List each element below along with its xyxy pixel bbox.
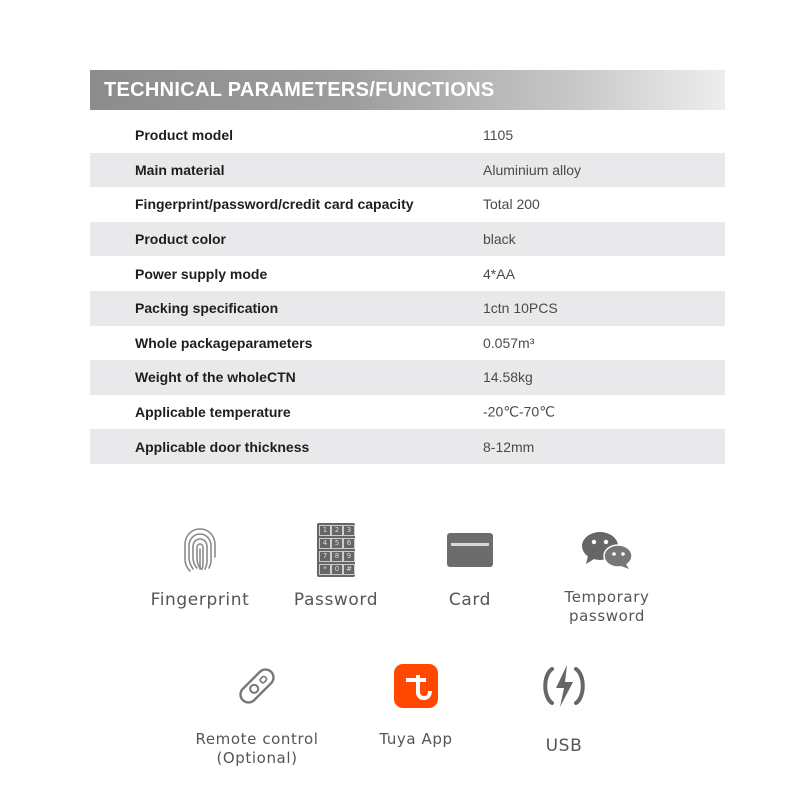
spec-value: 1ctn 10PCS — [483, 300, 558, 317]
spec-value: Aluminium alloy — [483, 161, 582, 178]
spec-row — [90, 256, 725, 291]
feature-temporary-password — [537, 520, 677, 626]
spec-label: Product color — [135, 231, 227, 248]
spec-label: Whole packageparameters — [135, 334, 313, 351]
spec-row — [90, 326, 725, 361]
spec-row — [90, 291, 725, 326]
spec-label: Weight of the wholeCTN — [135, 369, 296, 386]
spec-value: 4*AA — [483, 265, 515, 282]
tuya-app-icon — [394, 664, 438, 708]
feature-label: Fingerprint — [150, 590, 250, 610]
spec-row — [90, 222, 725, 257]
spec-label: Product model — [135, 127, 234, 144]
feature-label: Temporary password — [564, 588, 650, 625]
feature-password — [266, 520, 406, 610]
feature-label: Password — [293, 590, 379, 610]
spec-row — [90, 429, 725, 464]
spec-row — [90, 360, 725, 395]
spec-value: Total 200 — [483, 196, 540, 213]
spec-title: TECHNICAL PARAMETERS/FUNCTIONS — [104, 79, 495, 101]
spec-row — [90, 153, 725, 188]
spec-value: 1105 — [483, 127, 514, 144]
feature-label: Card — [448, 590, 492, 610]
feature-remote-control — [187, 656, 327, 768]
spec-row — [90, 395, 725, 430]
feature-label: USB — [545, 736, 583, 756]
feature-tuya-app — [346, 656, 486, 749]
spec-header — [90, 70, 725, 110]
feature-fingerprint — [130, 520, 270, 610]
fingerprint-icon — [179, 523, 221, 577]
spec-label: Main material — [135, 161, 225, 178]
usb-charge-icon — [539, 661, 589, 711]
spec-value: -20℃-70℃ — [483, 403, 555, 420]
spec-label: Applicable door thickness — [135, 438, 310, 455]
keypad-icon: 1 2 3 4 5 6 7 8 9 * 0 # — [317, 523, 355, 577]
spec-label: Applicable temperature — [135, 404, 291, 421]
spec-label: Packing specification — [135, 300, 279, 317]
spec-label: Power supply mode — [135, 265, 268, 282]
feature-card — [400, 520, 540, 610]
wechat-icon — [580, 530, 634, 570]
spec-table — [90, 118, 725, 464]
spec-value: 14.58kg — [483, 369, 533, 386]
remote-icon — [235, 664, 279, 708]
spec-row — [90, 118, 725, 153]
spec-row — [90, 187, 725, 222]
spec-label: Fingerprint/password/credit card capacity — [135, 196, 414, 213]
feature-usb — [494, 656, 634, 756]
feature-label: Tuya App — [379, 730, 453, 748]
feature-label: Remote control (Optional) — [195, 730, 319, 767]
spec-value: 0.057m³ — [483, 334, 535, 351]
card-icon — [447, 533, 493, 567]
spec-value: 8-12mm — [483, 438, 535, 455]
spec-value: black — [483, 231, 516, 248]
